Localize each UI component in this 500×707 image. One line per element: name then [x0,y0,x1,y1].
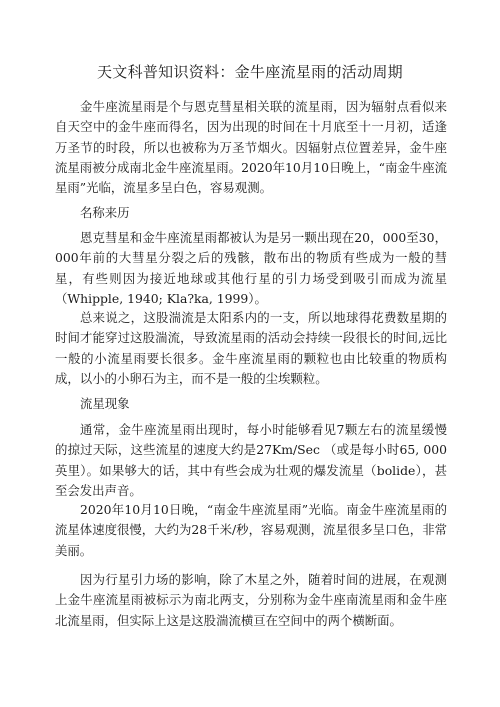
section-heading-name-history: 名称来历 [80,205,130,220]
phenomenon-paragraph: 通常，金牛座流星雨出现时，每小时能够看见7颗左右的流星缓慢的掠过天际，这些流星的速度大约是27Km/Sec （或是每小时65, 000英里）。如果够大的话，其中有些会成为壮观的爆发流星（bolide），甚至会发出声音。 [55,422,447,498]
gravity-paragraph: 因为行星引力场的影响，除了木星之外，随着时间的进展，在观测上金牛座流星雨被标示为南北两支，分别称为金牛座南流星雨和金牛座北流星雨，但实际上这是这股湍流横亘在空间中的两个横断面。 [55,572,447,628]
section-heading-meteor-phenomenon: 流星现象 [80,396,130,411]
date-paragraph: 2020年10月10日晚，“南金牛座流星雨”光临。南金牛座流星雨的流星体速度很慢，大约为28千米/秒，容易观测，流星很多呈口色，非常美丽。 [55,502,447,558]
intro-paragraph: 金牛座流星雨是个与恩克彗星相关联的流星雨，因为辐射点看似来自天空中的金牛座而得名，因为出现的时间在十月底至十一月初，适逢万圣节的时段，所以也被称为万圣节烟火。因辐射点位置差异，金牛座流星雨被分成南北金牛座流星雨。2020年10月10日晚上，“南金牛座流星雨”光临，流星多呈白色，容易观测。 [55,99,447,196]
history-paragraph: 恩克彗星和金牛座流星雨都被认为是另一颗出现在20，000至30，000年前的大彗星分裂之后的残骸，散布出的物质有些成为一般的彗星，有些则因为接近地球或其他行星的引力场受到吸引而成为流星（Whipple, 1940; Kla?ka, 1999）。 [55,230,447,306]
document-title: 天文科普知识资料：金牛座流星雨的活动周期 [96,63,403,81]
summary-paragraph: 总来说之，这股湍流是太阳系内的一支，所以地球得花费数星期的时间才能穿过这股湍流，导致流星雨的活动会持续一段很长的时间,远比一般的小流星雨要长很多。金牛座流星雨的颗粒也由比较重的物质构成，以小的小卵石为主，而不是一般的尘埃颗粒。 [55,310,447,386]
